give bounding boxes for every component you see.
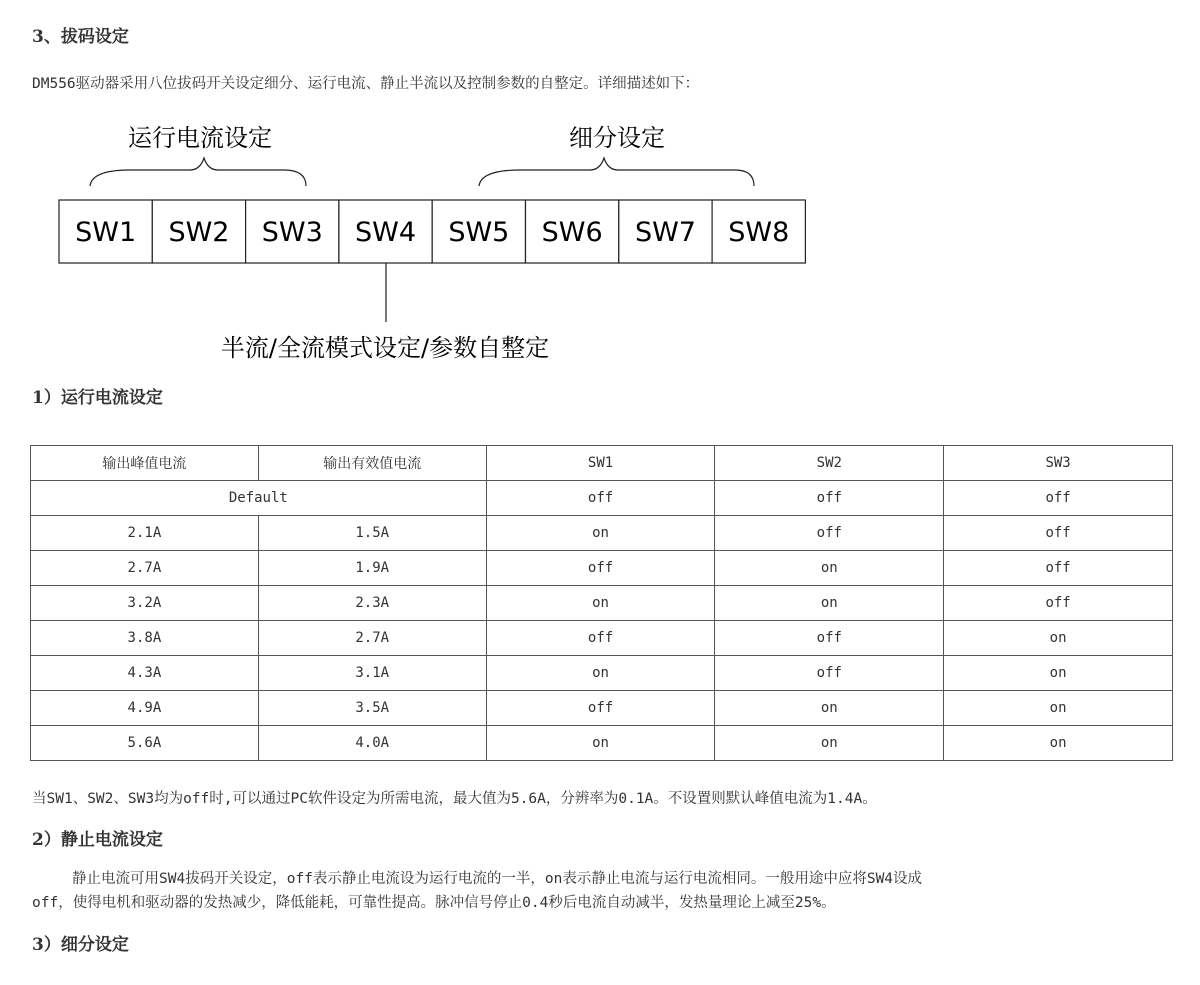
- standstill-text-line1: 静止电流可用SW4拔码开关设定，off表示静止电流设为运行电流的一半，on表示静止电流与运行电流相同。一般用途中应将SW4设成: [72, 871, 923, 887]
- table-cell: on: [715, 551, 944, 586]
- microstep-setting-label: 细分设定: [569, 124, 665, 152]
- half-current-label: 半流/全流模式设定/参数自整定: [220, 334, 550, 362]
- switch-label: SW5: [448, 217, 510, 248]
- table-cell: on: [944, 691, 1173, 726]
- table-cell: off: [486, 481, 715, 516]
- subsection-running-current: 1）运行电流设定: [32, 388, 163, 408]
- table-cell: 1.5A: [258, 516, 486, 551]
- table-cell: off: [486, 691, 715, 726]
- table-cell: on: [715, 691, 944, 726]
- table-cell: off: [715, 621, 944, 656]
- table-cell: 2.7A: [258, 621, 486, 656]
- table-header-cell: 输出有效值电流: [258, 446, 486, 481]
- section-title: 3、拔码设定: [32, 27, 129, 47]
- table-cell: off: [486, 621, 715, 656]
- table-cell: on: [944, 656, 1173, 691]
- table-cell: 3.5A: [258, 691, 486, 726]
- subsection-standstill-current: 2）静止电流设定: [32, 830, 163, 850]
- table-cell: 4.9A: [31, 691, 259, 726]
- switch-row: [59, 200, 805, 263]
- table-cell: off: [944, 516, 1173, 551]
- intro-text: DM556驱动器采用八位拔码开关设定细分、运行电流、静止半流以及控制参数的自整定。详细描述如下：: [32, 76, 700, 92]
- table-row-default: [31, 481, 1173, 516]
- switch-label: SW1: [75, 217, 137, 248]
- table-header-cell: 输出峰值电流: [31, 446, 259, 481]
- table-row: [31, 516, 1173, 551]
- switch-label: SW2: [168, 217, 230, 248]
- table-cell: 1.9A: [258, 551, 486, 586]
- table-cell: 4.3A: [31, 656, 259, 691]
- table-row: [31, 551, 1173, 586]
- switch-label: SW4: [355, 217, 417, 248]
- table-header-cell: SW2: [715, 446, 944, 481]
- table-cell: on: [486, 516, 715, 551]
- default-label-cell: Default: [31, 481, 487, 516]
- table-cell: off: [944, 481, 1173, 516]
- table-cell: on: [944, 621, 1173, 656]
- table-cell: 2.1A: [31, 516, 259, 551]
- standstill-text-line2: off，使得电机和驱动器的发热减少，降低能耗，可靠性提高。脉冲信号停止0.4秒后电流自动减半，发热量理论上减至25%。: [32, 895, 836, 911]
- table-row: [31, 691, 1173, 726]
- current-brace: [90, 158, 306, 186]
- switch-label: SW3: [261, 217, 323, 248]
- table-cell: 2.7A: [31, 551, 259, 586]
- switch-label: SW7: [634, 217, 696, 248]
- table-cell: 3.2A: [31, 586, 259, 621]
- dip-switch-diagram: [0, 110, 820, 370]
- subsection-microstep: 3）细分设定: [32, 935, 129, 955]
- table-cell: on: [486, 726, 715, 761]
- table-cell: 2.3A: [258, 586, 486, 621]
- table-header-cell: SW1: [486, 446, 715, 481]
- table-cell: 5.6A: [31, 726, 259, 761]
- table-cell: 4.0A: [258, 726, 486, 761]
- current-table: [30, 445, 1173, 761]
- table-row: [31, 656, 1173, 691]
- table-header-cell: SW3: [944, 446, 1173, 481]
- table-cell: off: [486, 551, 715, 586]
- table-header-row: [31, 446, 1173, 481]
- table-cell: on: [715, 726, 944, 761]
- table-cell: on: [486, 656, 715, 691]
- table-row: [31, 726, 1173, 761]
- table-row: [31, 586, 1173, 621]
- table-cell: 3.1A: [258, 656, 486, 691]
- table-cell: off: [715, 516, 944, 551]
- table-cell: 3.8A: [31, 621, 259, 656]
- switch-label: SW6: [541, 217, 603, 248]
- current-setting-label: 运行电流设定: [128, 124, 272, 152]
- table-cell: off: [715, 481, 944, 516]
- switch-label: SW8: [728, 217, 790, 248]
- table-cell: on: [944, 726, 1173, 761]
- table-cell: off: [944, 586, 1173, 621]
- table-cell: on: [486, 586, 715, 621]
- table-cell: on: [715, 586, 944, 621]
- microstep-brace: [479, 158, 754, 186]
- current-note: 当SW1、SW2、SW3均为off时,可以通过PC软件设定为所需电流，最大值为5.6A，分辨率为0.1A。不设置则默认峰值电流为1.4A。: [32, 791, 877, 807]
- table-row: [31, 621, 1173, 656]
- table-cell: off: [715, 656, 944, 691]
- table-cell: off: [944, 551, 1173, 586]
